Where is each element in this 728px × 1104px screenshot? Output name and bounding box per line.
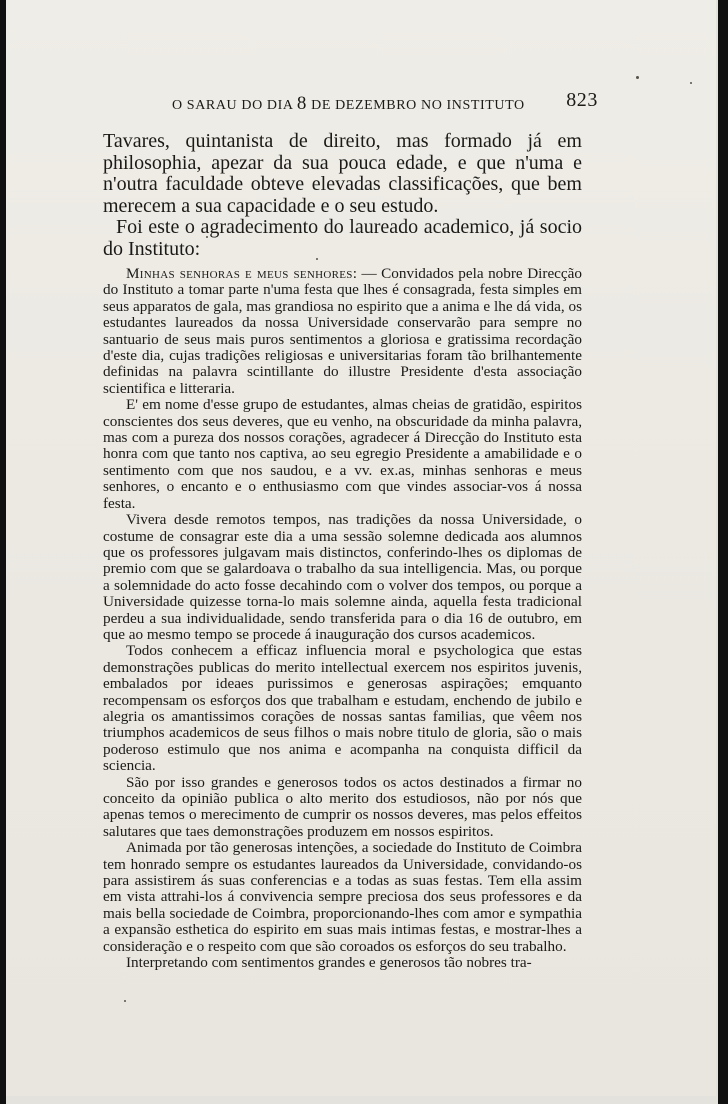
running-title-day: 8 [296, 93, 308, 114]
lead-paragraph-1: Tavares, quintanista de direito, mas formado já em philosophia, apezar da sua pouca edade, e que n'uma e n'outra faculdade obteve elevadas classificações, que bem merecem a sua capacidade e o seu estudo. [103, 130, 582, 217]
speech-paragraph-1-text: : — Convidados pela nobre Direcção do Instituto a tomar parte n'uma festa que lhes é consagrada, festa simples em seus apparatos de gala, mas grandiosa no espirito que a anima e lhe dá vida, os estudantes laureados da nossa Universidade conservarão para sempre no santuario de seus mais puros sentimentos a gloriosa e gratissima recordação d'este dia, cujas tradições religiosas e universitarias foram tão brilhantemente definidas na palavra scintillante do illustre Presidente d'esta associação scientifica e litteraria. [103, 265, 582, 397]
speech-text [103, 266, 582, 971]
speech-paragraph-3: Vivera desde remotos tempos, nas tradições da nossa Universidade, o costume de consagrar este dia a uma sessão solemne dedicada aos alumnos que os professores julgavam mais distinctos, conferindo-lhes os diplomas de premio com que se galardoava o trabalho da sua intelligencia. Mas, ou porque a solemnidade do acto fosse decahindo com o volver dos tempos, ou porque a Universidade quizesse torna-lo mais solemne ainda, aquella festa tradicional perdeu a sua individualidade, sendo transferida para o dia 16 de outubro, em que ao mesmo tempo se procede á inauguração dos cursos academicos. [103, 511, 582, 643]
running-title-part: O SARAU DO DIA [172, 98, 297, 113]
paper-speck [636, 76, 639, 79]
paper-speck [124, 1000, 126, 1002]
running-title [172, 93, 525, 115]
speech-paragraph-5: São por isso grandes e generosos todos os actos destinados a firmar no conceito da opinião publica o alto merito dos estudiosos, não por nós que apenas temos o merecimento de cumprir os nossos deveres, mas pelos effeitos salutares que taes demonstrações produzem em nossos espiritos. [103, 773, 582, 840]
speech-paragraph-6: Animada por tão generosas intenções, a sociedade do Instituto de Coimbra tem honrado sempre os estudantes laureados da Universidade, convidando-os para assistirem ás suas conferencias e a todas as suas festas. Tem ella assim em vista attrahi-los á convivencia sempre preciosa dos seus professores e da mais bella sociedade de Coimbra, proporcionando-lhes com amor e sympathia a expansão esthetica do espirito em suas mais intimas festas, e mostrar-lhes a consideração e o respeito com que são coroados os esforços do seu trabalho. [103, 839, 582, 955]
speech-paragraph-4: Todos conhecem a efficaz influencia moral e psychologica que estas demonstrações publicas do merito intellectual exercem nos espiritos juvenis, embalados por ideaes purissimos e generosas aspirações; emquanto recompensam os esforços dos que trabalham e estudam, enchendo de jubilo e alegria os amantissimos corações de nossas santas familias, que vêem nos triumphos academicos de seus filhos o mais nobre titulo de gloria, são o mais poderoso estimulo que nos anima e acompanha na conquista difficil da sciencia. [103, 642, 582, 775]
scan-border-right [718, 0, 728, 1104]
page-number: 823 [566, 89, 598, 111]
lead-paragraphs [103, 131, 582, 261]
running-header [172, 89, 598, 113]
running-title-part: DE DEZEMBRO NO INSTITUTO [307, 98, 525, 113]
speech-paragraph-2: E' em nome d'esse grupo de estudantes, almas cheias de gratidão, espiritos conscientes dos seus deveres, que eu venho, na obscuridade da minha palavra, mas com a pureza dos nossos corações, agradecer á Direcção do Instituto esta honra com que tanto nos captiva, ao seu egregio Presidente a amabilidade e o sentimento com que nos saudou, e a vv. ex.as, minhas senhoras e meus senhores, o encanto e o enthusiasmo com que vindes associar-vos á nossa festa. [103, 396, 582, 512]
speech-paragraph-1 [103, 266, 582, 397]
lead-paragraph-2: Foi este o agradecimento do laureado academico, já socio do Instituto: [103, 216, 582, 260]
speech-paragraph-7: Interpretando com sentimentos grandes e generosos tão nobres tra- [126, 954, 532, 972]
salutation: Minhas senhoras e meus senhores [126, 265, 353, 282]
paper-speck [690, 82, 692, 84]
